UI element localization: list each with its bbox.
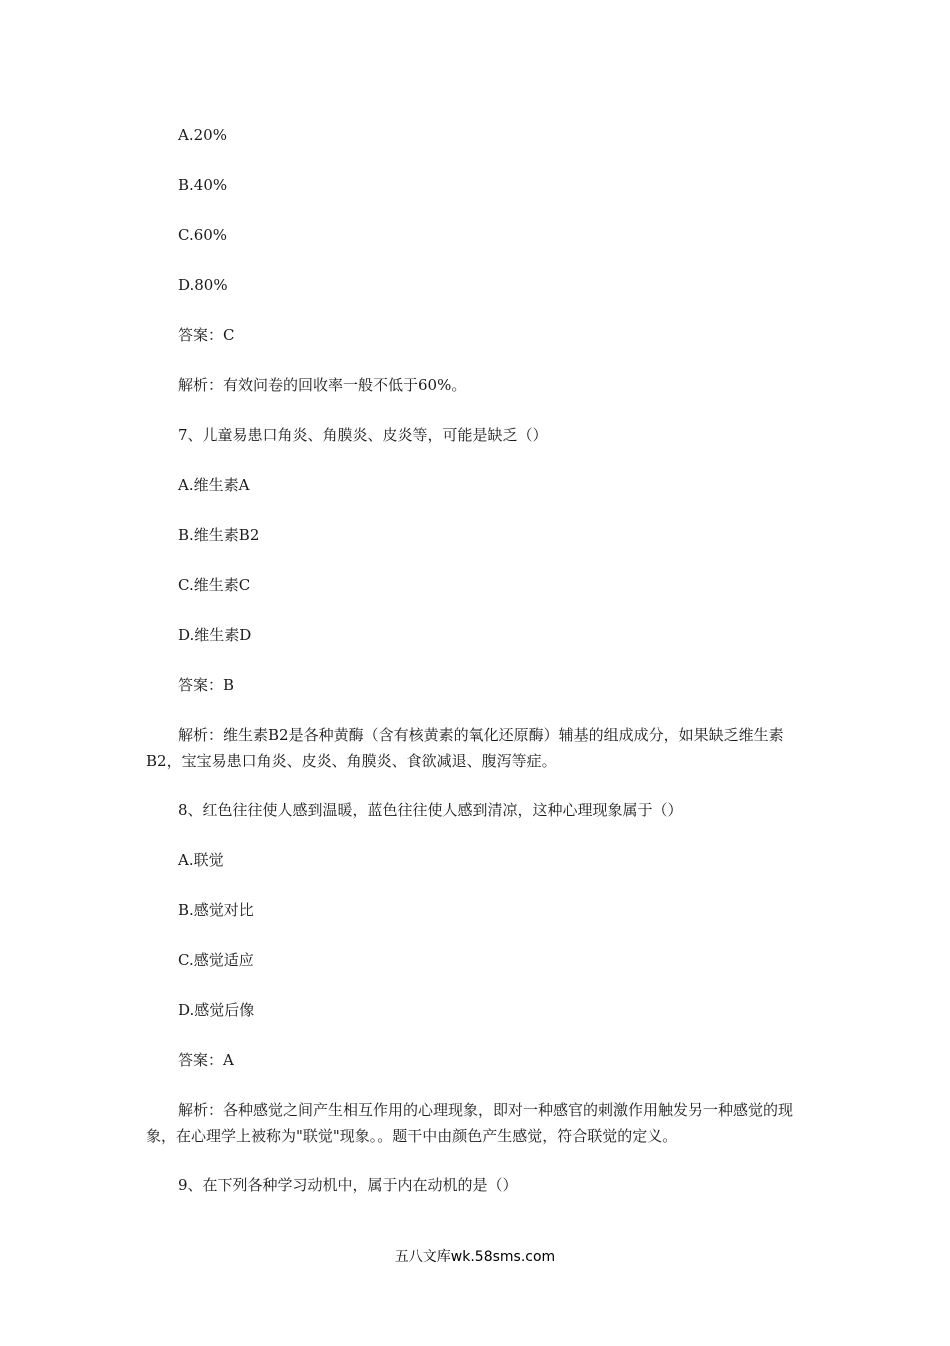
analysis: 解析：维生素B2是各种黄酶（含有核黄素的氧化还原酶）辅基的组成成分，如果缺乏维生素B2，宝宝易患口角炎、皮炎、角膜炎、食欲减退、腹泻等症。 xyxy=(146,726,784,770)
question-7: 7、儿童易患口角炎、角膜炎、皮炎等，可能是缺乏（） xyxy=(178,426,548,444)
option-b: B.维生素B2 xyxy=(178,526,260,544)
answer: 答案：B xyxy=(178,676,235,694)
option-a: A.联觉 xyxy=(178,851,224,869)
option-a: A.20% xyxy=(178,126,227,144)
option-b: B.感觉对比 xyxy=(178,901,254,919)
answer: 答案：C xyxy=(178,326,235,344)
answer: 答案：A xyxy=(178,1051,234,1069)
analysis: 解析：各种感觉之间产生相互作用的心理现象，即对一种感官的刺激作用触发另一种感觉的现象，在心理学上被称为"联觉"现象。。题干中由颜色产生感觉，符合联觉的定义。 xyxy=(146,1101,794,1145)
footer-watermark: 五八文库wk.58sms.com xyxy=(394,1249,556,1265)
option-a: A.维生素A xyxy=(178,476,250,494)
option-d: D.维生素D xyxy=(178,626,252,644)
option-d: D.80% xyxy=(178,276,228,294)
question-8: 8、红色往往使人感到温暖，蓝色往往使人感到清凉，这种心理现象属于（） xyxy=(178,801,683,819)
option-c: C.维生素C xyxy=(178,576,251,594)
question-9: 9、在下列各种学习动机中，属于内在动机的是（） xyxy=(178,1176,518,1194)
option-b: B.40% xyxy=(178,176,228,194)
option-c: C.感觉适应 xyxy=(178,951,254,969)
option-d: D.感觉后像 xyxy=(178,1001,255,1019)
analysis: 解析：有效问卷的回收率一般不低于60%。 xyxy=(178,376,467,394)
option-c: C.60% xyxy=(178,226,228,244)
